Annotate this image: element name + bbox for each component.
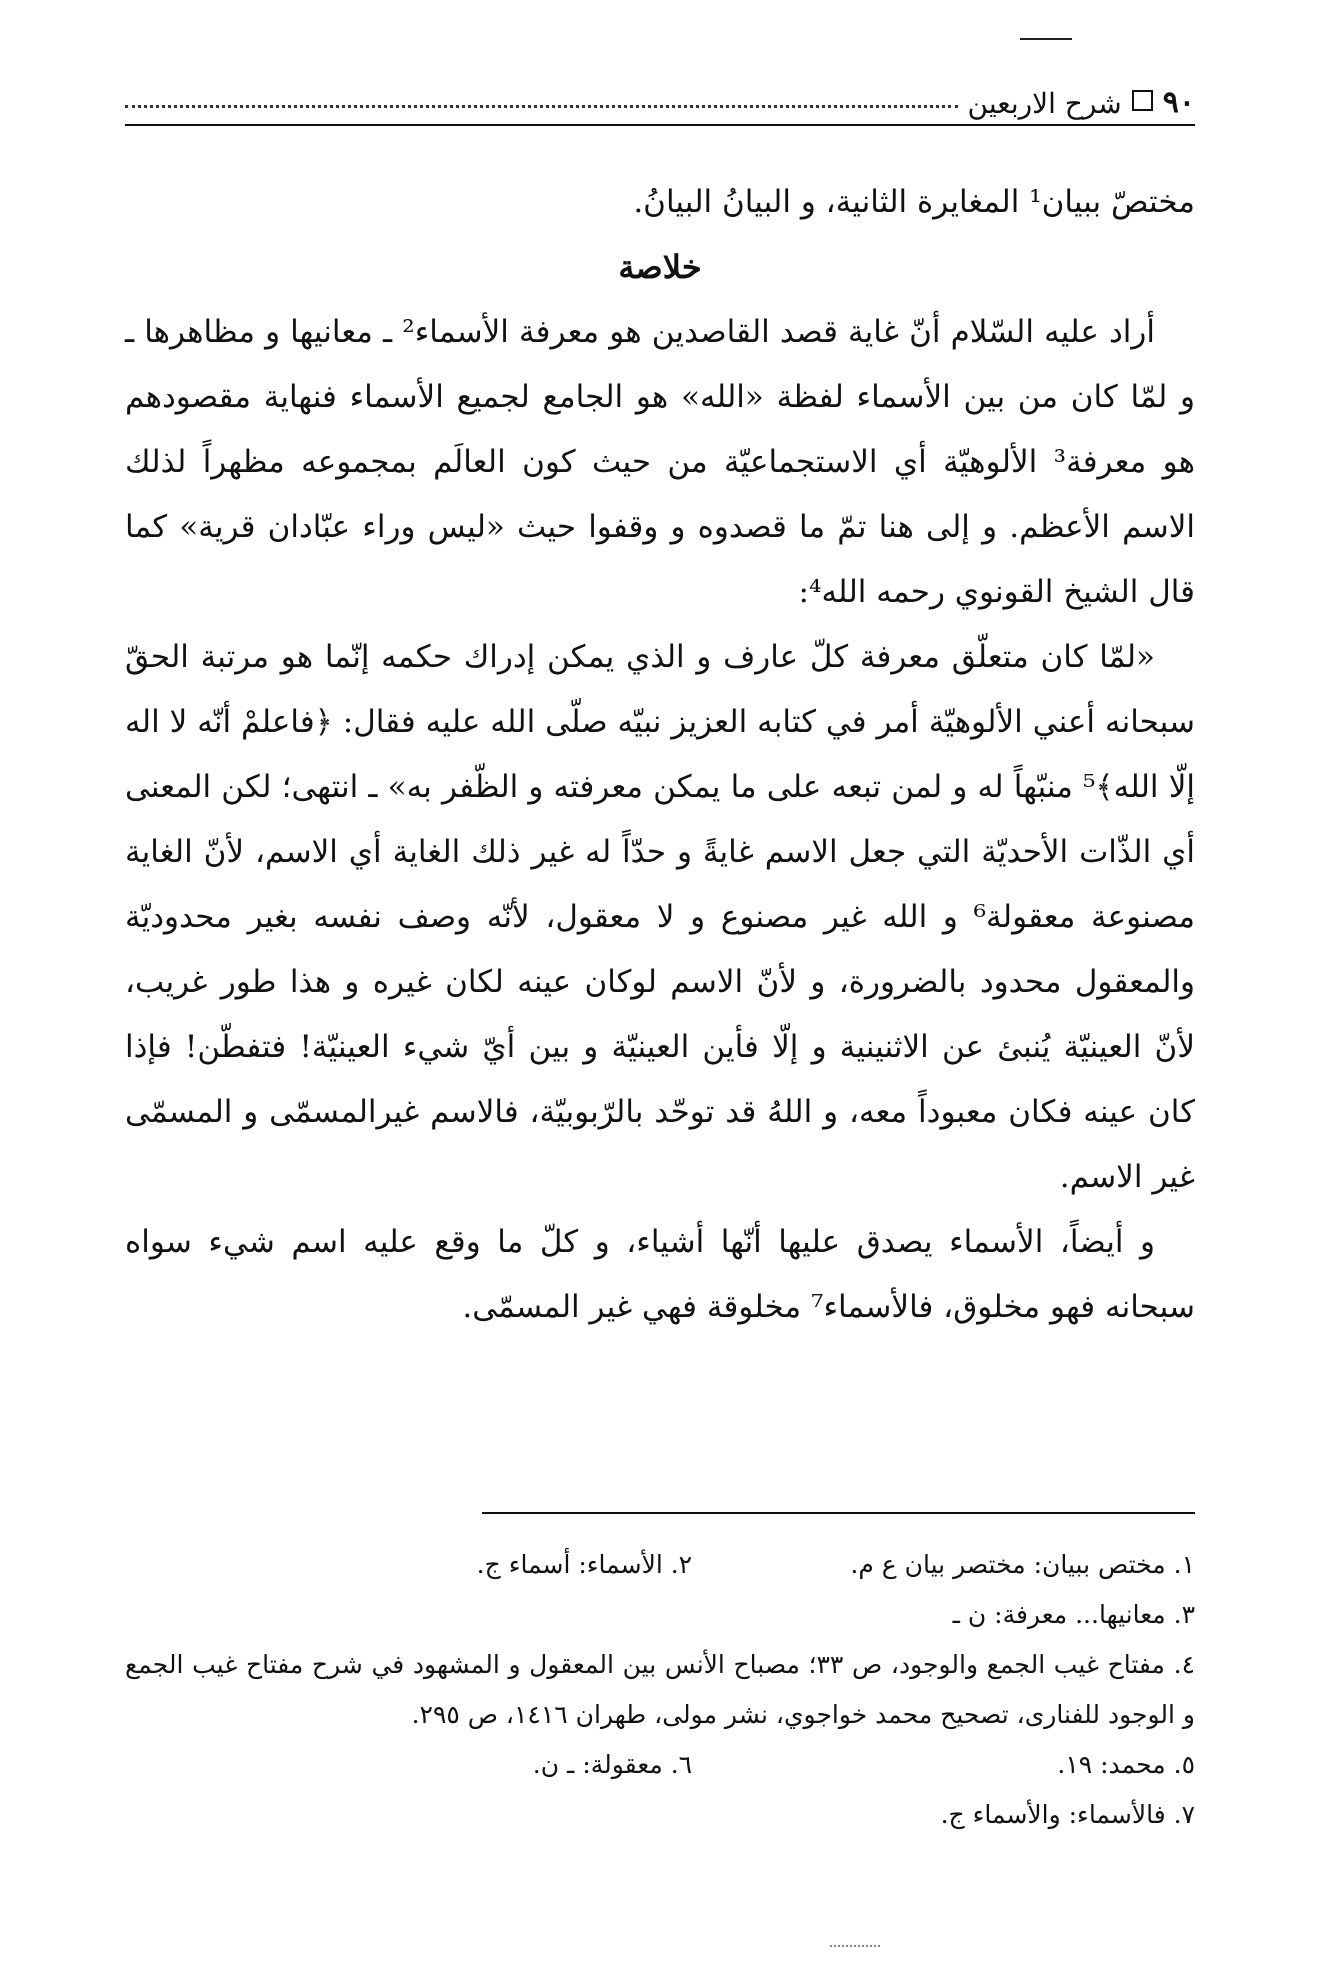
footnote-4: ٤. مفتاح غيب الجمع والوجود، ص ٣٣؛ مصباح الأنس بين المعقول و المشهود في شرح مفتاح غيب الجمع و الوجود للفناری، تصحیح محمد خواجوي، نشر مولى، طهران ١٤١٦، ص ٢٩٥. <box>125 1650 1195 1729</box>
intro-line: مختصّ ببيان¹ المغايرة الثانية، و البيانُ البيانُ. <box>633 184 1195 220</box>
footnotes <box>125 1540 1195 1840</box>
paragraph-2: «لمّا كان متعلّق معرفة كلّ عارف و الذي يمكن إدراك حكمه إنّما هو مرتبة الحقّ سبحانه أعني الألوهيّة أمر في كتابه العزيز نبيّه صلّى الله عليه فقال: ﴿فاعلمْ أنّه لا اله إلّا الله﴾⁵ منبّهاً له و لمن تبعه على ما يمكن معرفته و الظّفر به» ـ انتهى؛ لكن المعنى أي الذّات الأحديّة التي جعل الاسم غايةً و حدّاً له غير ذلك الغاية أي الاسم، لأنّ الغاية مصنوعة معقولة⁶ و الله غير مصنوع و لا معقول، لأنّه وصف نفسه بغير محدوديّة والمعقول محدود بالضرورة، و لأنّ الاسم لوكان عينه لكان غيره و هذا طور غريب، لأنّ العينيّة يُنبئ عن الاثنينية و إلّا فأين العينيّة و بين أيّ شيء العينيّة! فتفطّن! فإذا كان عينه فكان معبوداً معه، و اللهُ قد توحّد بالرّبوبيّة، فالاسم غيرالمسمّى و المسمّى غير الاسم. <box>125 639 1195 1195</box>
paragraph-1: أراد عليه السّلام أنّ غاية قصد القاصدين هو معرفة الأسماء² ـ معانيها و مظاهرها ـ و لمّا كان من بين الأسماء لفظة «الله» هو الجامع لجميع الأسماء فنهاية مقصودهم هو معرفة³ الألوهيّة أي الاستجماعيّة من حيث كون العالَم بمجموعه مظهراً لذلك الاسم الأعظم. و إلى هنا تمّ ما قصدوه و وقفوا حيث «ليس وراء عبّادان قرية» كما قال الشيخ القونوي رحمه الله⁴: <box>125 314 1196 610</box>
running-title: شرح الاربعين <box>967 87 1122 120</box>
paragraph-3: و أيضاً، الأسماء يصدق عليها أنّها أشياء، و كلّ ما وقع عليه اسم شيء سواه سبحانه فهو مخلوق، فالأسماء⁷ مخلوقة فهي غير المسمّى. <box>125 1224 1195 1325</box>
dotted-leader <box>125 105 958 108</box>
page-number: ٩٠ <box>1162 85 1195 120</box>
footnote-3: ٣. معانيها... معرفة: ن ـ <box>952 1600 1195 1629</box>
footnote-rule <box>482 1512 1195 1514</box>
footnote-5: ٥. محمد: ١٩. <box>1057 1750 1195 1779</box>
main-text <box>125 170 1195 1340</box>
footnote-7: ٧. فالأسماء: والأسماء ج. <box>940 1800 1195 1829</box>
page-header <box>125 72 1195 120</box>
section-heading: خلاصة <box>618 248 702 286</box>
footnote-6: ٦. معقولة: ـ ن. <box>532 1750 693 1779</box>
footnote-row <box>125 1540 1195 1590</box>
footnote-row <box>125 1740 1195 1790</box>
bottom-mark <box>830 1945 880 1947</box>
footnote-2: ٢. الأسماء: أسماء ج. <box>476 1550 693 1579</box>
square-ornament-icon <box>1132 90 1153 111</box>
top-mark <box>1020 38 1072 40</box>
footnote-1: ١. مختص ببيان: مختصر بيان ع م. <box>850 1550 1195 1579</box>
header-rule <box>125 124 1195 126</box>
